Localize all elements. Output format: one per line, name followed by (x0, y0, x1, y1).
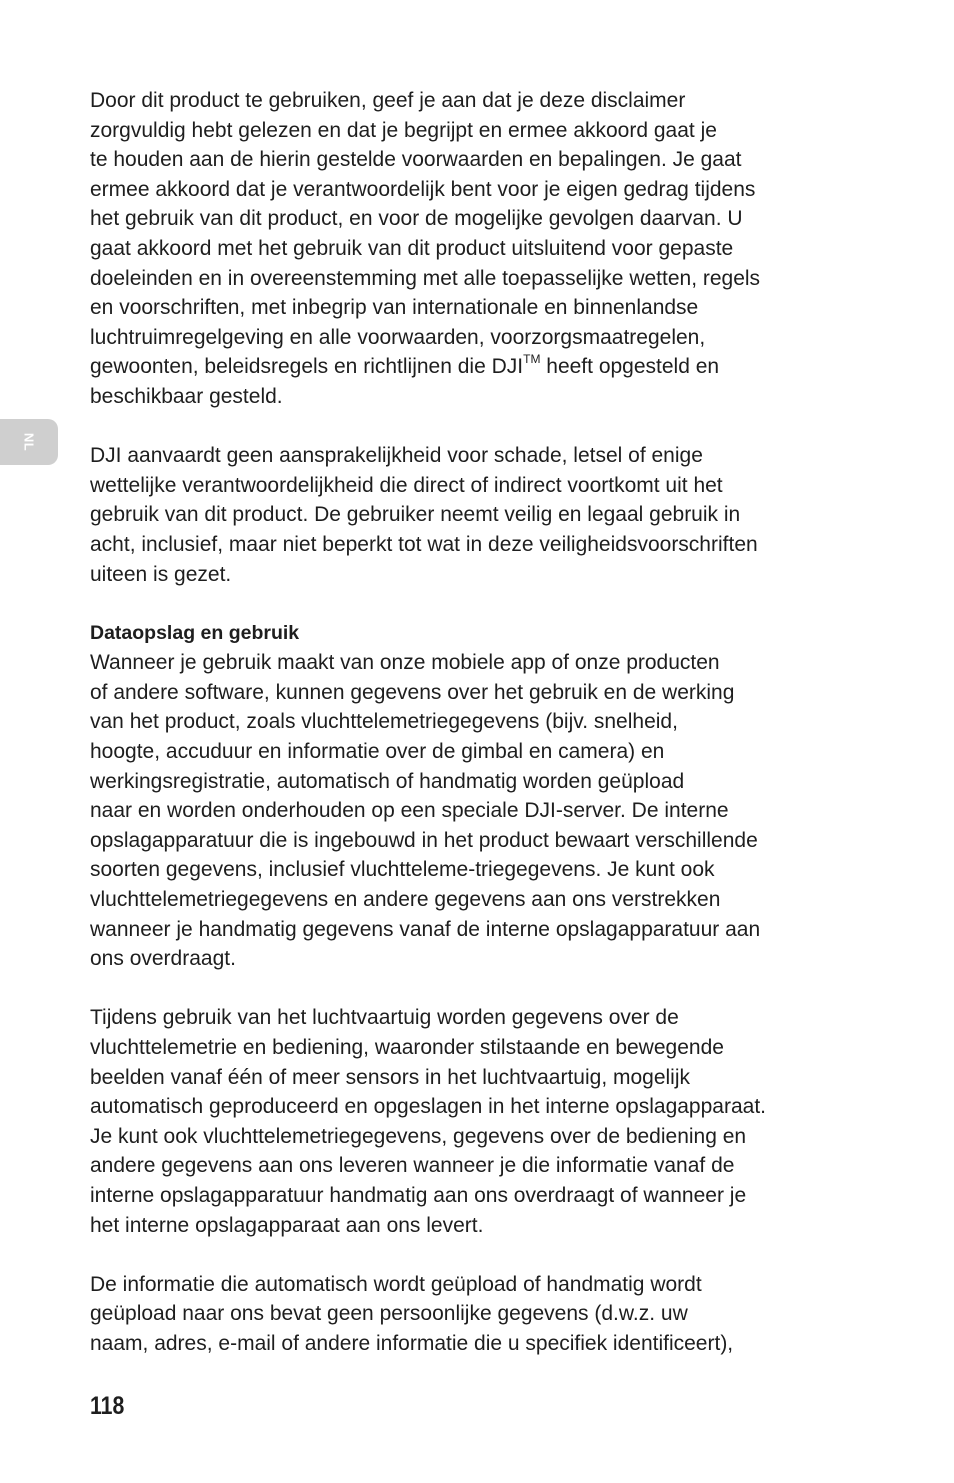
paragraph-aircraft-data (90, 1003, 860, 1240)
trademark-mark: TM (523, 352, 541, 367)
text-line: te houden aan de hierin gestelde voorwaarden en bepalingen. Je gaat (90, 148, 742, 172)
text-line: Wanneer je gebruik maakt van onze mobiele app of onze producten (90, 651, 720, 675)
text-line: acht, inclusief, maar niet beperkt tot wat in deze veiligheidsvoorschriften (90, 532, 758, 556)
text-line: ons overdraagt. (90, 947, 236, 971)
text-line: van het product, zoals vluchttelemetriegegevens (bijv. snelheid, (90, 710, 678, 734)
text-line: naar en worden onderhouden op een speciale DJI-server. De interne (90, 799, 729, 823)
text-line: Tijdens gebruik van het luchtvaartuig worden gegevens over de (90, 1006, 679, 1030)
text-line: luchtruimregelgeving en alle voorwaarden, voorzorgsmaatregelen, (90, 325, 706, 349)
text-line: wettelijke verantwoordelijkheid die direct of indirect voortkomt uit het (90, 473, 723, 497)
text-segment: heeft opgesteld en (540, 355, 720, 379)
text-line: Door dit product te gebruiken, geef je aan dat je deze disclaimer (90, 89, 686, 112)
text-line: soorten gegevens, inclusief vluchtteleme-triegegevens. Je kunt ook (90, 858, 715, 882)
text-line: gebruik van dit product. De gebruiker neemt veilig en legaal gebruik in (90, 503, 741, 527)
language-tab-label: NL (21, 432, 37, 452)
text-line: beelden vanaf één of meer sensors in het luchtvaartuig, mogelijk (90, 1065, 691, 1089)
text-line: gaat akkoord met het gebruik van dit product uitsluitend voor gepaste (90, 236, 734, 260)
text-line: interne opslagapparatuur handmatig aan ons overdraagt of wanneer je (90, 1183, 747, 1207)
text-line: en voorschriften, met inbegrip van internationale en binnenlandse (90, 296, 699, 320)
text-line: Je kunt ook vluchttelemetriegegevens, gegevens over de bediening en (90, 1124, 747, 1148)
paragraph-data-storage (90, 619, 860, 974)
text-line: het interne opslagapparaat aan ons levert. (90, 1213, 484, 1237)
text-line: het gebruik van dit product, en voor de mogelijke gevolgen daarvan. U (90, 207, 743, 231)
text-line: ermee akkoord dat je verantwoordelijk bent voor je eigen gedrag tijdens (90, 177, 756, 201)
paragraph-liability (90, 441, 860, 589)
text-line: doeleinden en in overeenstemming met alle toepasselijke wetten, regels (90, 266, 761, 290)
text-line: beschikbaar gesteld. (90, 384, 283, 408)
paragraph-disclaimer (90, 86, 860, 412)
text-line: hoogte, accuduur en informatie over de gimbal en camera) en (90, 740, 665, 764)
text-line: opslagapparatuur die is ingebouwd in het product bewaart verschillende (90, 828, 758, 852)
text-line: automatisch geproduceerd en opgeslagen in het interne opslagapparaat. (90, 1095, 766, 1119)
text-line: geüpload naar ons bevat geen persoonlijke gegevens (d.w.z. uw (90, 1302, 688, 1326)
text-line: andere gegevens aan ons leveren wanneer je die informatie vanaf de (90, 1154, 735, 1178)
text-line: zorgvuldig hebt gelezen en dat je begrijpt en ermee akkoord gaat je (90, 118, 717, 142)
text-line: uiteen is gezet. (90, 562, 232, 586)
text-line: wanneer je handmatig gegevens vanaf de interne opslagapparatuur aan (90, 917, 761, 941)
text-line: vluchttelemetriegegevens en andere gegevens aan ons verstrekken (90, 888, 721, 912)
text-line (90, 352, 860, 382)
paragraph-uploaded-info (90, 1270, 860, 1359)
text-line: De informatie die automatisch wordt geüpload of handmatig wordt (90, 1272, 702, 1296)
section-heading: Dataopslag en gebruik (90, 621, 300, 644)
page-body (90, 86, 860, 1388)
page-number: 118 (90, 1392, 125, 1420)
text-line: naam, adres, e-mail of andere informatie die u specifiek identificeert), (90, 1331, 734, 1355)
text-line: DJI aanvaardt geen aansprakelijkheid voor schade, letsel of enige (90, 444, 703, 468)
text-line: of andere software, kunnen gegevens over het gebruik en de werking (90, 680, 735, 704)
text-line: werkingsregistratie, automatisch of handmatig worden geüpload (90, 769, 685, 793)
language-tab (0, 419, 58, 465)
text-segment: gewoonten, beleidsregels en richtlijnen die DJI (90, 355, 524, 379)
text-line: vluchttelemetrie en bediening, waaronder stilstaande en bewegende (90, 1036, 724, 1059)
